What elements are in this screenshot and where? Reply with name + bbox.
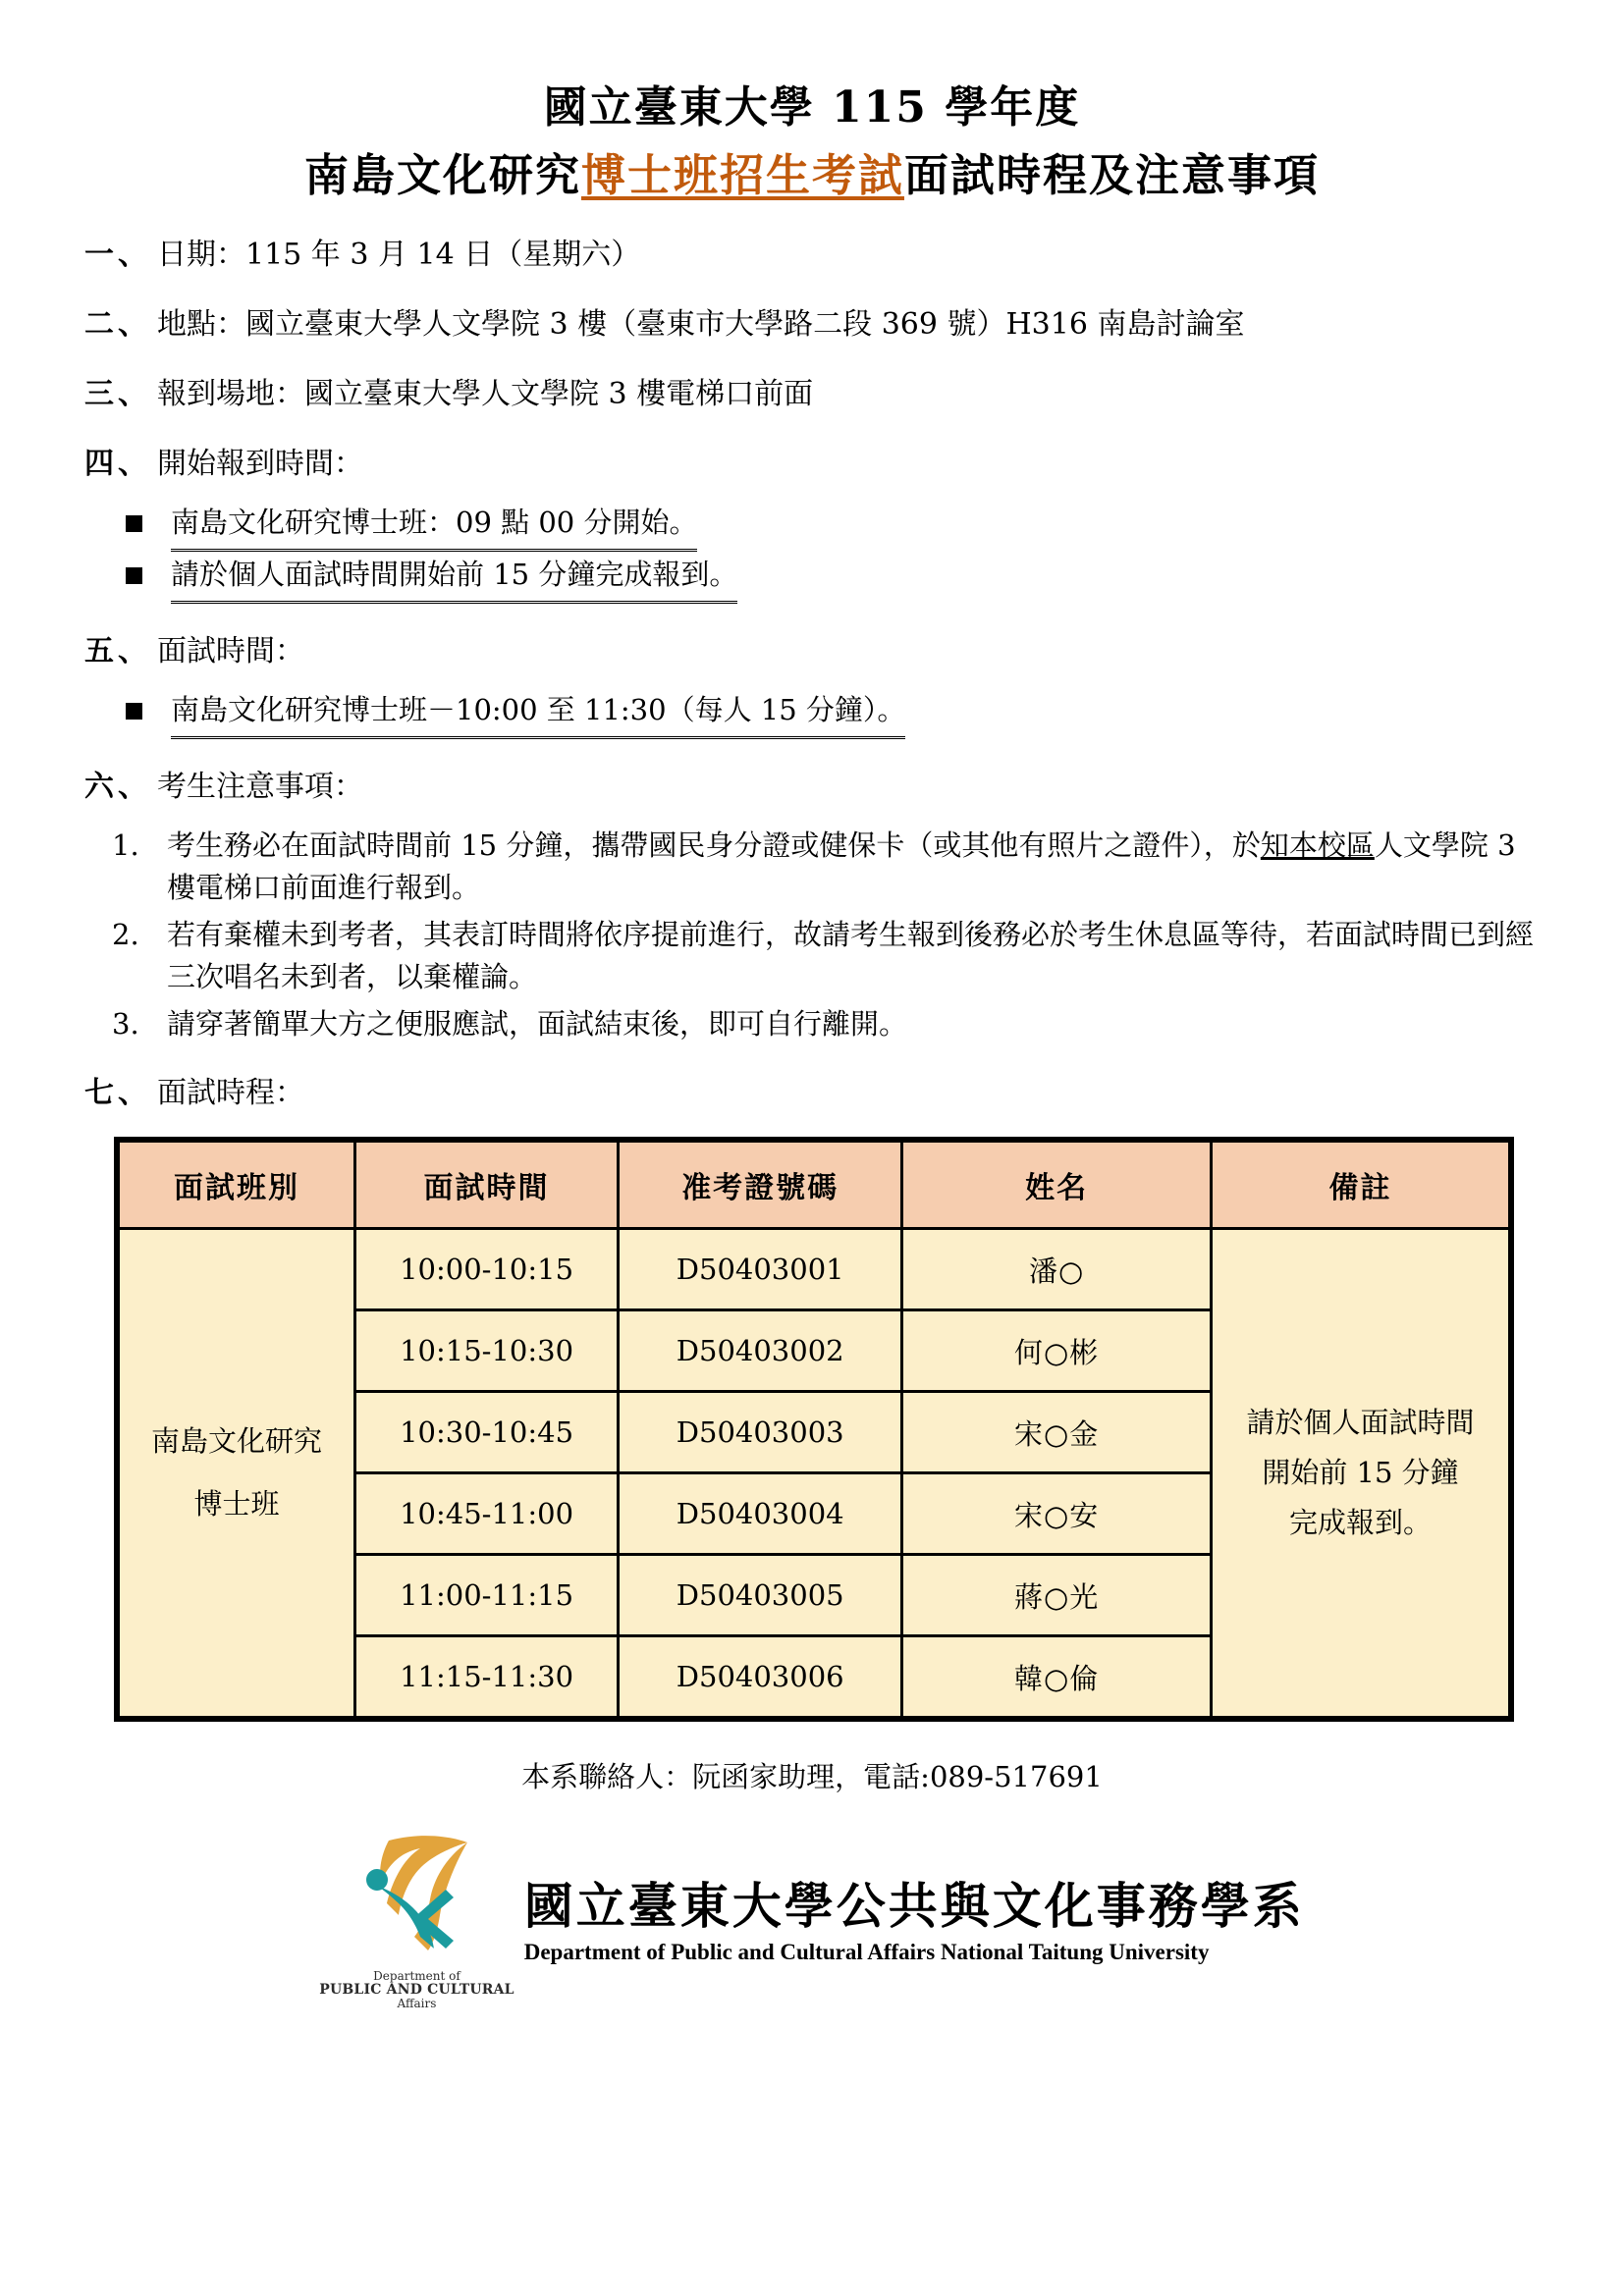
table-header-id: 准考證號碼 [619,1140,902,1229]
title-line-1: 國立臺東大學 115 學年度 [543,82,1081,133]
list-item [84,687,1540,739]
logo-chinese-name: 國立臺東大學公共與文化事務學系 [523,1876,1305,1935]
title-line-2 [84,143,1540,207]
class-line-2: 博士班 [193,1486,280,1521]
section-date-number: 一、 [84,238,151,273]
note-1-part-b: 人文學院 3 樓電梯口前面進行報到。 [167,828,1516,905]
section-applicant-notes [84,765,1540,809]
contact-line: 本系聯絡人：阮函家助理，電話:089-517691 [521,1760,1103,1794]
square-bullet-icon [84,567,171,587]
remark-line-1: 請於個人面試時間 [1246,1406,1475,1440]
cell-applicant-name: 何○彬 [902,1310,1212,1392]
cell-time: 10:45-11:00 [354,1473,618,1555]
section-interview-time [84,629,1540,673]
section-applicant-notes-number: 六、 [84,769,151,804]
cell-exam-id: D50403005 [619,1555,902,1636]
square-bullet-icon [84,703,171,722]
note-2-text: 若有棄權未到考者，其表訂時間將依序提前進行，故請考生報到後務必於考生休息區等待，若面試時間已到經三次唱名未到者，以棄權論。 [167,917,1535,994]
document-title [84,77,1540,207]
section-date-body: 日期：115 年 3 月 14 日（星期六） [157,238,641,273]
logo-wordmark [524,1867,1305,1965]
note-1-text [167,825,1540,910]
table-row [117,1229,1511,1310]
section-checkin-time [84,442,1540,486]
section-schedule [84,1071,1540,1115]
cell-exam-id: D50403001 [619,1229,902,1310]
remark-line-3: 完成報到。 [1289,1505,1433,1539]
section-location-number: 二、 [84,307,151,343]
section-date [84,233,1540,277]
section-schedule-body: 面試時程： [157,1076,304,1111]
cell-exam-id: D50403003 [619,1392,902,1473]
section-checkin-time-number: 四、 [84,447,151,482]
department-logo [84,1821,1540,2010]
remark-line-2: 開始前 15 分鐘 [1262,1456,1459,1490]
note-2-index: 2. [112,917,139,951]
cell-remark [1212,1229,1511,1720]
applicant-notes-list [84,825,1540,1046]
list-item [84,500,1540,552]
table-header-name: 姓名 [902,1140,1212,1229]
logo-subtext-line-3: Affairs [397,1997,437,2011]
logo-mark-group [319,1821,514,2010]
section-schedule-number: 七、 [84,1076,151,1111]
checkin-bullet-2-text: 請於個人面試時間開始前 15 分鐘完成報到。 [171,552,737,604]
square-bullet-icon [84,515,171,535]
logo-subtext [319,1970,514,2010]
section-checkin-place-number: 三、 [84,377,151,412]
logo-english-name: Department of Public and Cultural Affairs National Taitung University [523,1939,1210,1964]
interview-bullet-1-text: 南島文化研究博士班－10:00 至 11:30（每人 15 分鐘）。 [171,687,905,739]
section-location-body: 地點：國立臺東大學人文學院 3 樓（臺東市大學路二段 369 號）H316 南島討論室 [157,307,1245,343]
section-interview-time-number: 五、 [84,633,151,668]
schedule-table-wrapper [84,1137,1540,1722]
cell-time: 11:15-11:30 [354,1636,618,1720]
cell-exam-id: D50403004 [619,1473,902,1555]
cell-applicant-name: 宋○金 [902,1392,1212,1473]
section-location [84,302,1540,347]
section-checkin-time-body: 開始報到時間： [157,447,363,482]
cell-time: 11:00-11:15 [354,1555,618,1636]
section-interview-time-body: 面試時間： [157,633,304,668]
list-item [84,552,1540,604]
cell-class-name [117,1229,354,1720]
logo-subtext-line-2: PUBLIC AND CULTURAL [319,1982,514,1999]
interview-schedule-table [114,1137,1514,1722]
note-1-part-a: 考生務必在面試時間前 15 分鐘，攜帶國民身分證或健保卡（或其他有照片之證件），於 [167,828,1261,862]
section-applicant-notes-body: 考生注意事項： [157,769,363,804]
list-item [84,1003,1540,1046]
cell-exam-id: D50403002 [619,1310,902,1392]
checkin-bullet-1-text: 南島文化研究博士班：09 點 00 分開始。 [171,500,697,552]
cell-time: 10:00-10:15 [354,1229,618,1310]
note-3-index: 3. [112,1006,139,1041]
table-header-time: 面試時間 [354,1140,618,1229]
table-header-class: 面試班別 [117,1140,354,1229]
title-line-2-prefix: 南島文化研究 [303,148,581,201]
interview-time-bullets [84,687,1540,739]
cell-applicant-name: 潘○ [902,1229,1212,1310]
note-1-underlined: 知本校區 [1260,828,1375,862]
table-header-remark: 備註 [1212,1140,1511,1229]
cell-applicant-name: 韓○倫 [902,1636,1212,1720]
checkin-time-bullets [84,500,1540,604]
list-item [84,825,1540,910]
note-1-index: 1. [112,828,139,862]
cell-time: 10:30-10:45 [354,1392,618,1473]
table-header-row [117,1140,1511,1229]
section-checkin-place [84,372,1540,416]
section-checkin-place-body: 報到場地：國立臺東大學人文學院 3 樓電梯口前面 [157,377,814,412]
cell-time: 10:15-10:30 [354,1310,618,1392]
cell-applicant-name: 蔣○光 [902,1555,1212,1636]
list-item [84,914,1540,999]
logo-subtext-line-1: Department of [373,1969,460,1984]
cell-exam-id: D50403006 [619,1636,902,1720]
note-3-text: 請穿著簡單大方之便服應試，面試結束後，即可自行離開。 [167,1006,908,1041]
title-line-2-highlight: 博士班招生考試 [580,148,904,201]
class-line-1: 南島文化研究 [150,1423,322,1458]
cell-applicant-name: 宋○安 [902,1473,1212,1555]
swoosh-logo-icon [344,1821,489,1970]
title-line-2-suffix: 面試時程及注意事項 [904,148,1321,201]
